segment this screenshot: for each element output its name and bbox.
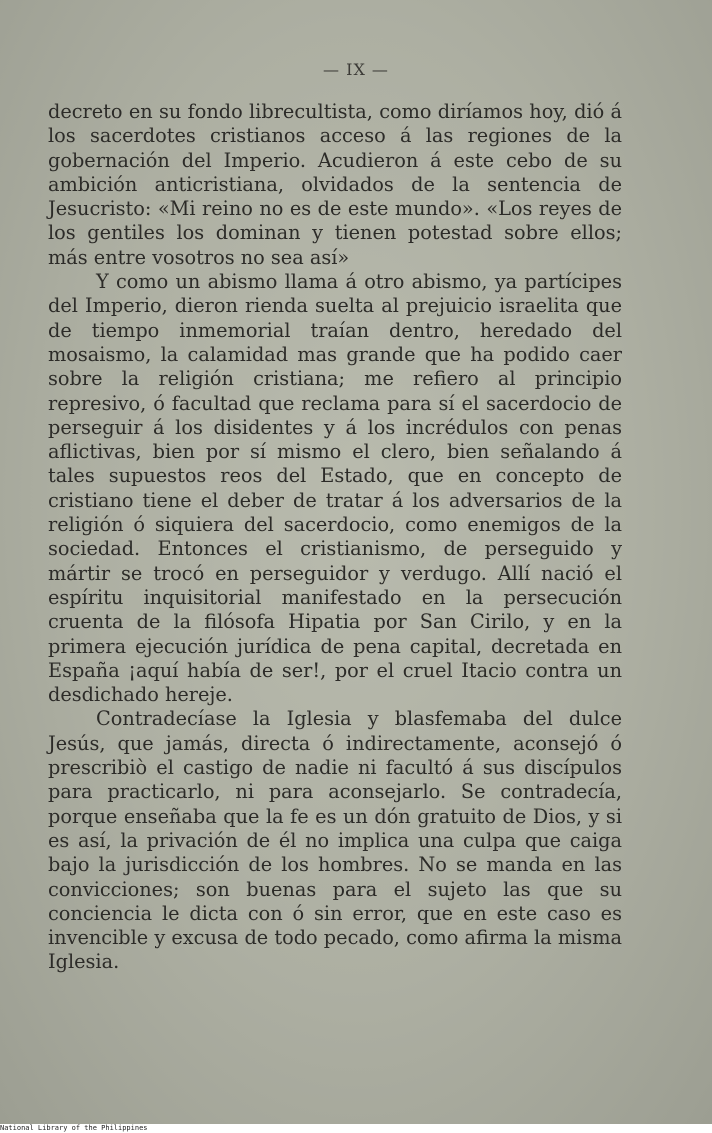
paragraph-3: Contradecíase la Iglesia y blasfemaba del dulce Jesús, que jamás, directa ó indirectamente, aconsejó ó prescribiò el castigo de nadie ni facultó á sus discípulos para practicarlo, ni para aconsejarlo. Se contradecía, porque enseñaba que la fe es un dón gratuito de Dios, y si es así, la privación de él no implica una culpa que caiga bajo la jurisdicción de los hombres. No se manda en las convicciones; son buenas para el sujeto las que su conciencia le dicta con ó sin error, que en este caso es invencible y excusa de todo pecado, como afirma la misma Iglesia. (48, 707, 622, 974)
body-text (48, 100, 622, 975)
paragraph-1: decreto en su fondo librecultista, como diríamos hoy, dió á los sacerdotes cristianos acceso á las regiones de la gobernación del Imperio. Acudieron á este cebo de su ambición anticristiana, olvidados de la sentencia de Jesucristo: «Mi reino no es de este mundo». «Los reyes de los gentiles los dominan y tienen potestad sobre ellos; más entre vosotros no sea así» (48, 100, 622, 269)
paragraph-2: Y como un abismo llama á otro abismo, ya partícipes del Imperio, dieron rienda suelta al prejuicio israelita que de tiempo inmemorial traían dentro, heredado del mosaismo, la calamidad mas grande que ha podido caer sobre la religión cristiana; me refiero al principio represivo, ó facultad que reclama para sí el sacerdocio de perseguir á los disidentes y á los incrédulos con penas aflictivas, bien por sí mismo el clero, bien señalando á tales supuestos reos del Estado, que en concepto de cristiano tiene el deber de tratar á los adversarios de la religión ó siquiera del sacerdocio, como enemigos de la sociedad. Entonces el cristianismo, de perseguido y mártir se trocó en perseguidor y verdugo. Allí nació el espíritu inquisitorial manifestado en la persecución cruenta de la filósofa Hipatia por San Cirilo, y en la primera ejecución jurídica de pena capital, decretada en España ¡aquí había de ser!, por el cruel Itacio contra un desdichado hereje. (48, 270, 622, 707)
page-number: — IX — (323, 60, 389, 79)
library-credit: National Library of the Philippines (0, 1124, 148, 1132)
